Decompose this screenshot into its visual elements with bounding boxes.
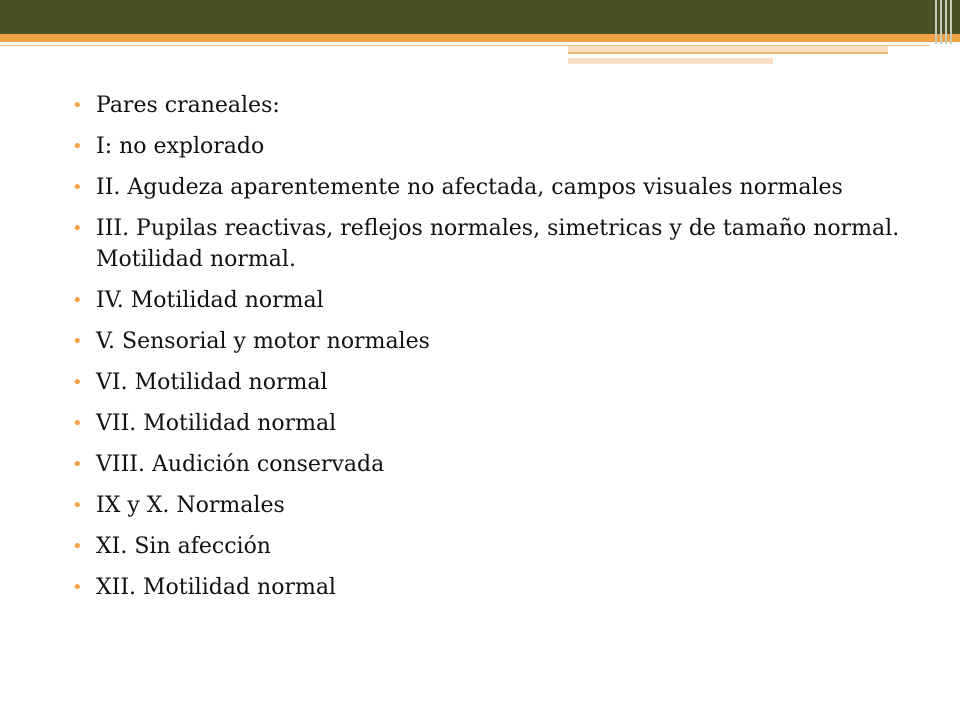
list-item (72, 213, 902, 275)
bullet-icon: • (72, 372, 83, 393)
list-item-text: VI. Motilidad normal (96, 370, 328, 395)
bullet-icon: • (72, 136, 83, 157)
list-item (72, 367, 902, 398)
bullet-icon: • (72, 331, 83, 352)
bullet-icon: • (72, 413, 83, 434)
bullet-icon: • (72, 177, 83, 198)
bullet-content (72, 90, 902, 613)
list-item (72, 285, 902, 316)
bullet-icon: • (72, 536, 83, 557)
list-item (72, 408, 902, 439)
bullet-icon: • (72, 95, 83, 116)
list-item-text: I: no explorado (96, 134, 265, 159)
list-item-text: XI. Sin afección (96, 534, 271, 559)
header-decoration-segment-short (568, 58, 773, 64)
list-item-text: Pares craneales: (96, 93, 280, 118)
list-item (72, 572, 902, 603)
header-accent-bar (0, 34, 960, 42)
list-item-text: VIII. Audición conservada (96, 452, 385, 477)
list-item-text: IX y X. Normales (96, 493, 285, 518)
list-item-text: XII. Motilidad normal (96, 575, 336, 600)
bullet-icon: • (72, 454, 83, 475)
list-item-text: IV. Motilidad normal (96, 288, 324, 313)
list-item-text: III. Pupilas reactivas, reflejos normales, simetricas y de tamaño normal. Motilidad normal. (96, 216, 900, 272)
list-item (72, 531, 902, 562)
header-stripes (932, 0, 960, 44)
bullet-icon: • (72, 495, 83, 516)
bullet-icon: • (72, 218, 83, 239)
list-item-text: V. Sensorial y motor normales (96, 329, 430, 354)
list-item (72, 131, 902, 162)
list-item-text: VII. Motilidad normal (96, 411, 337, 436)
bullet-icon: • (72, 577, 83, 598)
list-item (72, 90, 902, 121)
list-item (72, 172, 902, 203)
list-item (72, 326, 902, 357)
bullet-icon: • (72, 290, 83, 311)
bullet-list (72, 90, 902, 603)
list-item (72, 449, 902, 480)
header-bar (0, 0, 960, 34)
list-item (72, 490, 902, 521)
list-item-text: II. Agudeza aparentemente no afectada, campos visuales normales (96, 175, 843, 200)
header-decoration-line (568, 52, 888, 54)
